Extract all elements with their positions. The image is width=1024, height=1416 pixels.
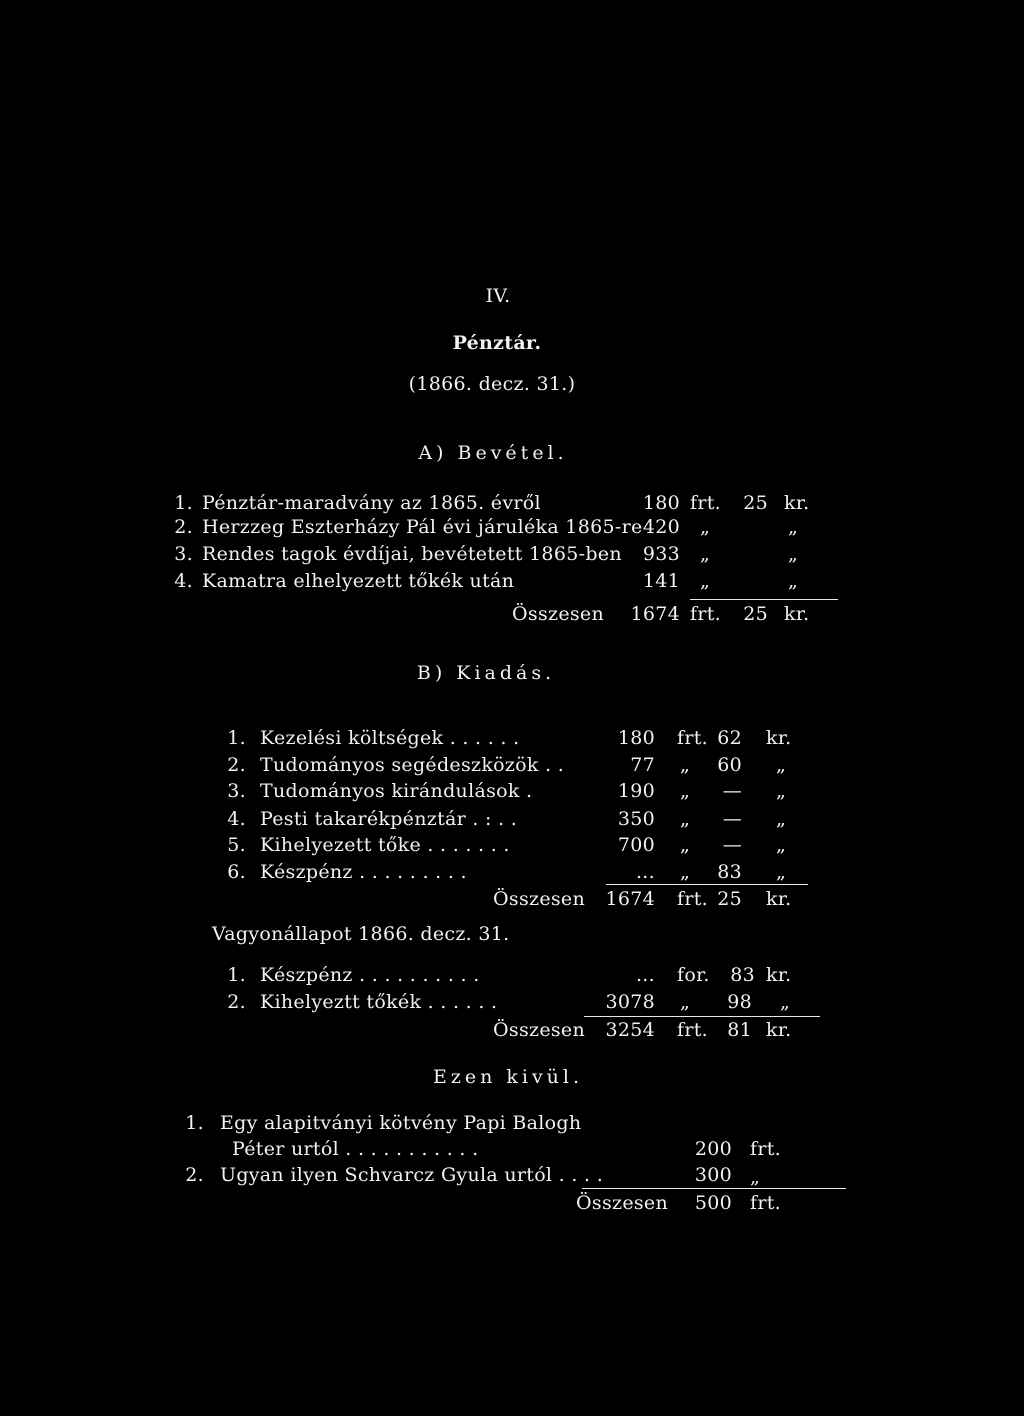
row-kr-unit: kr. <box>766 964 792 986</box>
sum-rule <box>606 884 808 885</box>
row-kr-unit: „ <box>776 834 787 856</box>
section-b-heading: B) Kiadás. <box>416 662 556 684</box>
row-label: Tudományos kirándulások . <box>260 780 533 802</box>
row-label: Rendes tagok évdíjai, bevétetett 1865-ben <box>202 543 622 565</box>
row-label: Kihelyeztt tőkék . . . . . . <box>260 991 498 1013</box>
total-amount: 3254 <box>605 1019 655 1041</box>
total-amount: 500 <box>694 1192 732 1214</box>
row-unit: „ <box>700 570 711 592</box>
sum-rule <box>582 1188 846 1189</box>
total-kr-unit: kr. <box>784 603 810 625</box>
row-kr: 60 <box>717 754 742 776</box>
row-unit: „ <box>750 1166 761 1188</box>
total-unit: frt. <box>677 888 708 910</box>
total-unit: frt. <box>677 1019 708 1041</box>
row-amount: 77 <box>630 754 655 776</box>
row-label: Készpénz . . . . . . . . . <box>260 861 467 883</box>
row-label: Kihelyezett tőke . . . . . . . <box>260 834 510 856</box>
row-kr-unit: „ <box>776 780 787 802</box>
row-number: 3. <box>174 543 193 565</box>
row-unit: „ <box>680 808 691 830</box>
row-kr-unit: „ <box>776 861 787 883</box>
row-number: 1. <box>227 964 246 986</box>
total-kr-unit: kr. <box>766 888 792 910</box>
row-label: Herzzeg Eszterházy Pál évi járuléka 1865-re <box>202 516 643 538</box>
row-amount: 190 <box>617 780 655 802</box>
section-a-heading: A) Bevétel. <box>418 442 568 464</box>
row-amount: 180 <box>642 492 680 514</box>
row-amount: 3078 <box>605 991 655 1013</box>
row-kr-unit: kr. <box>784 492 810 514</box>
total-label: Összesen <box>493 1019 585 1041</box>
total-label: Összesen <box>493 888 585 910</box>
row-label: Tudományos segédeszközök . . <box>260 754 565 776</box>
row-number: 2. <box>227 991 246 1013</box>
row-number: 2. <box>185 1164 204 1186</box>
row-label: Egy alapitványi kötvény Papi Balogh <box>220 1112 582 1134</box>
total-label: Összesen <box>512 603 604 625</box>
total-amount: 1674 <box>630 603 680 625</box>
row-label: Pesti takarékpénztár . : . . <box>260 808 518 830</box>
sum-rule <box>690 599 838 600</box>
row-kr: 83 <box>717 861 742 883</box>
row-unit: for. <box>677 964 710 986</box>
row-label-continued: Péter urtól . . . . . . . . . . . <box>232 1138 479 1160</box>
row-unit: „ <box>680 834 691 856</box>
row-unit: frt. <box>677 727 708 749</box>
roman-numeral: IV. <box>485 285 511 307</box>
row-kr-unit: „ <box>788 543 799 565</box>
row-number: 1. <box>174 492 193 514</box>
row-amount: ... <box>635 861 655 883</box>
row-number: 4. <box>227 808 246 830</box>
page-title: Pénztár. <box>452 332 542 354</box>
total-kr: 25 <box>717 888 742 910</box>
row-kr: — <box>722 808 742 830</box>
total-kr: 25 <box>743 603 768 625</box>
total-kr-unit: kr. <box>766 1019 792 1041</box>
row-unit: „ <box>680 861 691 883</box>
row-number: 5. <box>227 834 246 856</box>
row-number: 1. <box>185 1112 204 1134</box>
row-number: 2. <box>227 754 246 776</box>
row-unit: frt. <box>750 1138 781 1160</box>
row-kr: 83 <box>730 964 755 986</box>
assets-heading: Vagyonállapot 1866. decz. 31. <box>212 923 510 945</box>
row-unit: frt. <box>690 492 721 514</box>
total-unit: frt. <box>690 603 721 625</box>
row-amount: 700 <box>617 834 655 856</box>
row-unit: „ <box>680 780 691 802</box>
row-kr: 25 <box>743 492 768 514</box>
date-line: (1866. decz. 31.) <box>408 373 576 395</box>
row-number: 6. <box>227 861 246 883</box>
row-amount: 180 <box>617 727 655 749</box>
total-amount: 1674 <box>605 888 655 910</box>
row-kr-unit: „ <box>788 516 799 538</box>
row-amount: 300 <box>694 1164 732 1186</box>
row-kr-unit: kr. <box>766 727 792 749</box>
row-kr-unit: „ <box>776 754 787 776</box>
sum-rule <box>584 1016 820 1017</box>
row-kr: 62 <box>717 727 742 749</box>
row-number: 2. <box>174 516 193 538</box>
row-kr: — <box>722 834 742 856</box>
row-unit: „ <box>680 991 691 1013</box>
row-number: 3. <box>227 780 246 802</box>
row-unit: „ <box>700 516 711 538</box>
row-amount: 420 <box>642 516 680 538</box>
row-amount: 141 <box>642 570 680 592</box>
row-amount: 200 <box>694 1138 732 1160</box>
row-kr: — <box>722 780 742 802</box>
row-kr: 98 <box>727 991 752 1013</box>
row-amount: 350 <box>617 808 655 830</box>
total-unit: frt. <box>750 1192 781 1214</box>
total-label: Összesen <box>576 1192 668 1214</box>
row-unit: „ <box>700 543 711 565</box>
row-label: Kamatra elhelyezett tőkék után <box>202 570 515 592</box>
row-amount: 933 <box>642 543 680 565</box>
row-label: Készpénz . . . . . . . . . . <box>260 964 480 986</box>
row-number: 4. <box>174 570 193 592</box>
row-kr-unit: „ <box>776 808 787 830</box>
row-number: 1. <box>227 727 246 749</box>
extra-heading: Ezen kivül. <box>432 1066 584 1088</box>
row-label: Ugyan ilyen Schvarcz Gyula urtól . . . . <box>220 1164 604 1186</box>
row-label: Kezelési költségek . . . . . . <box>260 727 520 749</box>
row-kr-unit: „ <box>780 991 791 1013</box>
row-label: Pénztár-maradvány az 1865. évről <box>202 492 541 514</box>
row-unit: „ <box>680 754 691 776</box>
row-amount: ... <box>635 964 655 986</box>
total-kr: 81 <box>727 1019 752 1041</box>
row-kr-unit: „ <box>788 570 799 592</box>
